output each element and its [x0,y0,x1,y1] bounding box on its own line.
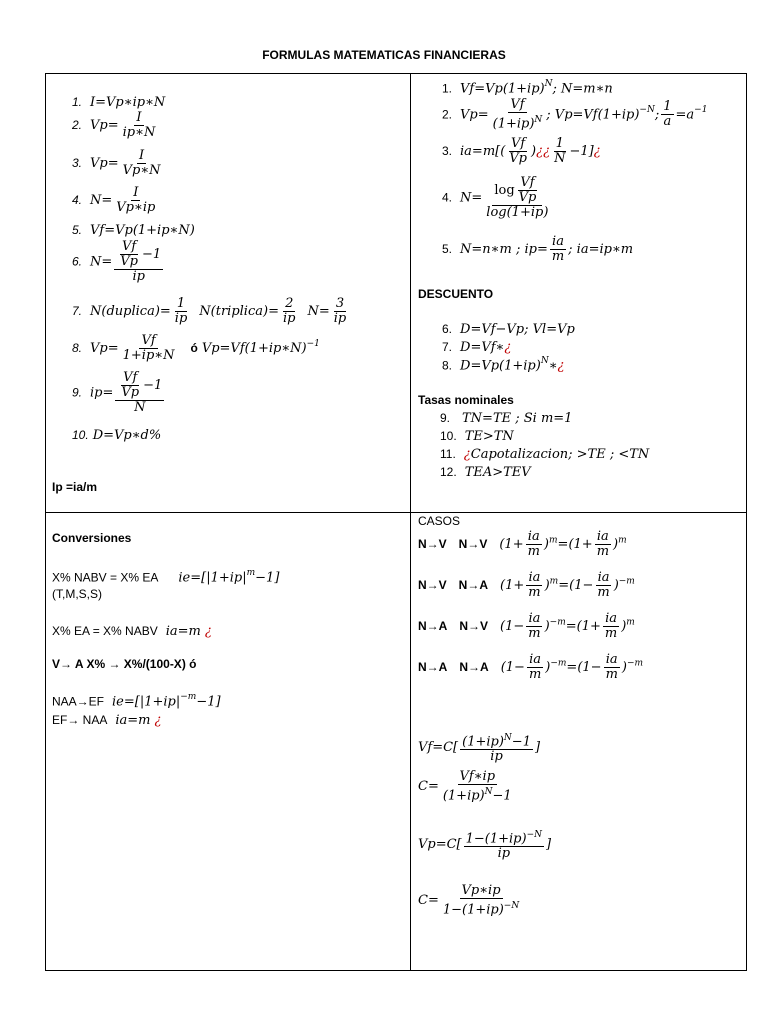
formula-8: 8. Vp= $\frac{Vf}{1+ip∗N}$ ó Vp=Vf(1+ip∗N)$^{-1}$ [72,333,320,363]
discount-formula-6: 6. D=Vf−Vp; Vl=Vp [442,322,575,337]
compound-formula-3: 3. ia=m[( $\frac{Vf}{Vp}$ )¿¿ $\frac{1}{N}$ −1]¿ [442,136,601,166]
rate-formula-11: 11. ¿Capotalizacion; >TE ; <TN [440,447,650,462]
conversion-row-1: X% NABV = X% EA $ie=[|1+ip|^m-1]$ [52,568,280,586]
conversiones-heading: Conversiones [52,531,132,545]
compound-formula-1: 1. $Vf=Vp(1+ip)^N$; N=m∗n [442,79,613,97]
formula-5: 5. Vf=Vp(1+ip∗N) [72,223,195,238]
compound-formula-4: 4. N= log $\frac{Vf}{Vp}$ log(1+ip) [442,175,549,220]
rate-formula-10: 10. TE>TN [440,429,514,444]
conversion-row-3: V→ A X% → X%/(100-X) ó [52,657,197,671]
table-horizontal-divider [45,512,747,513]
conversion-periods: (T,M,S,S) [52,587,102,601]
descuento-heading: DESCUENTO [418,287,494,301]
conversion-row-5: EF→ NAA ia=m ¿ [52,713,162,728]
discount-formula-7: 7. D=Vf∗¿ [442,340,512,355]
rate-formula-12: 12. TEA>TEV [440,465,531,480]
ip-note: Ip =ia/m [52,480,98,494]
discount-formula-8: 8. $D=Vp(1+ip)^N∗¿$ [442,356,565,374]
case-row-3: N→A N→V (1− $\frac{ia}{m}$ )$^{-m}$=(1+ $\frac{ia}{m}$ )$^m$ [418,611,635,641]
table-vertical-divider [410,73,411,971]
conversion-row-2: X% EA = X% NABV ia=m ¿ [52,624,212,639]
rate-formula-9: 9. TN=TE ; Si m=1 [440,411,573,426]
annuity-formula-3: Vp=C[ $\frac{1-(1+ip)^{-N}}{ip}$ ] [418,830,552,862]
formula-9: 9. ip= $\frac{Vf}{Vp}$ −1 N [72,370,163,415]
compound-formula-2: 2. Vp= $\frac{Vf}{(1+ip)^N}$ ; $Vp=Vf(1+ip)^{-N}$; $\frac{1}{a}$ $=a^{-1}$ [442,97,708,132]
casos-heading: CASOS [418,514,461,528]
formula-7: 7. N(duplica)= $\frac{1}{ip}$ N(triplica)= $\frac{2}{ip}$ N= $\frac{3}{ip}$ [72,296,347,326]
annuity-formula-4: C= $\frac{Vp∗ip}{1-(1+ip)^{-N}}$ [418,883,520,918]
compound-formula-5: 5. N=n∗m ; ip= $\frac{ia}{m}$ ; ia=ip∗m [442,234,634,264]
formula-1: 1. I=Vp∗ip∗N [72,95,166,110]
formula-3: 3. Vp= $\frac{I}{Vp∗N}$ [72,148,161,178]
annuity-formula-1: Vf=C[ $\frac{(1+ip)^N-1}{ip}$ ] [418,733,541,765]
annuity-formula-2: C= $\frac{Vf∗ip}{(1+ip)^N-1}$ [418,769,512,804]
formula-2: 2. Vp= $\frac{I}{ip∗N}$ [72,110,156,140]
page-title: FORMULAS MATEMATICAS FINANCIERAS [262,48,506,62]
formula-6: 6. N= $\frac{Vf}{Vp}$ −1 ip [72,239,162,284]
formula-10: 10. D=Vp∗d% [72,428,162,443]
tasas-heading: Tasas nominales [418,393,514,407]
case-row-4: N→A N→A (1− $\frac{ia}{m}$ )$^{-m}$=(1− $\frac{ia}{m}$ )$^{-m}$ [418,652,644,682]
case-row-2: N→V N→A (1+ $\frac{ia}{m}$ )$^m$=(1− $\frac{ia}{m}$ )$^{-m}$ [418,570,635,600]
formula-4: 4. N= $\frac{I}{Vp∗ip}$ [72,185,156,215]
case-row-1: N→V N→V (1+ $\frac{ia}{m}$ )$^m$=(1+ $\frac{ia}{m}$ )$^m$ [418,529,627,559]
conversion-row-4: NAA→EF $ie=[|1+ip|^{-m}-1]$ [52,692,221,710]
